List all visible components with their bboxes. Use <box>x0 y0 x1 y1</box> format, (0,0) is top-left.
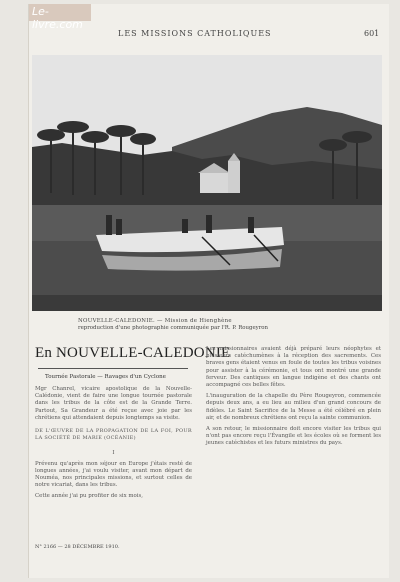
paragraph: Prévenu qu'après mon séjour en Europe j'étais resté de longues années, j'ai voulu visiter, avant mon départ de Nouméa, nos principales missions, et surtout celles de notre vicariat, dans les tribus. <box>35 460 192 489</box>
mission-photograph <box>32 55 382 311</box>
paragraph: Les missionnaires avaient déjà préparé leurs néophytes et plusieurs catéchumènes à la réception des sacrements. Ces braves gens étaient venus en foule de toutes les tribus voisines pour assister à la cérémonie, et tous ont montré une grande ferveur. Des cantiques en langue indigène et des chants ont accompagné ces belles fêtes. <box>206 346 381 389</box>
page-number: 601 <box>364 29 380 38</box>
caption-line-2: reproduction d'une photographie communiquée par l'R. P. Rougeyron <box>78 325 268 331</box>
paragraph: A son retour, le missionnaire doit encore visiter les tribus qui n'ont pas encore reçu l'Évangile et les écoles où se forment les jeunes catéchistes et les futurs ministres du pays. <box>206 426 381 447</box>
right-column <box>206 346 381 452</box>
caption-line-1: NOUVELLE-CALEDONIE. — Mission de Hienghène <box>78 318 232 324</box>
dedication-heading: DE L'ŒUVRE DE LA PROPAGATION DE LA FOI, POUR LA SOCIÉTÉ DE MARIE (OCÉANIE) <box>35 428 192 442</box>
paragraph: L'inauguration de la chapelle du Père Rougeyron, commencée depuis deux ans, a eu lieu au milieu d'un grand concours de fidèles. Le Saint Sacrifice de la Messe a été célébré en plein air, et de nombreux chrétiens ont reçu la sainte communion. <box>206 393 381 421</box>
photo-caption <box>78 318 338 332</box>
paragraph: Mgr Chanrel, vicaire apostolique de la Nouvelle-Calédonie, vient de faire une longue tournée pastorale dans les tribus de la côte est de la Grande Terre. Partout, Sa Grandeur a été reçue avec joie par les chrétiens qui attendaient depuis longtemps sa visite. <box>35 386 192 421</box>
left-column <box>35 386 192 505</box>
issue-footer: N° 2166 — 28 DÉCEMBRE 1910. <box>35 544 120 550</box>
paragraph: Cette année j'ai pu profiter de six mois, <box>35 493 143 500</box>
watermark-text: Le-livre.com <box>32 5 83 31</box>
article-subtitle: Tournée Pastorale — Ravages d'un Cyclone <box>45 374 166 380</box>
running-head: LES MISSIONS CATHOLIQUES <box>118 29 272 38</box>
title-rule <box>38 368 188 369</box>
article-title: En NOUVELLE-CALEDONIE <box>35 345 231 361</box>
photo-illustration <box>32 55 382 311</box>
watermark-badge <box>29 4 91 31</box>
section-number: I <box>112 450 115 457</box>
